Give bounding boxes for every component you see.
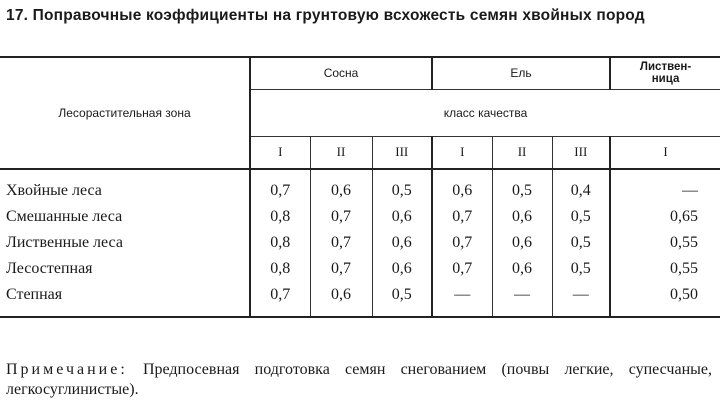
species-header-spruce: Ель <box>432 57 610 89</box>
zone-name-cell: Смешанные леса <box>6 208 123 225</box>
coefficient-cell: 0,50 <box>610 282 720 317</box>
coefficient-cell: 0,6 <box>372 204 432 230</box>
coefficient-cell: 0,55 <box>610 256 720 282</box>
species-header-pine: Сосна <box>250 57 432 89</box>
table-row <box>0 230 720 256</box>
class-number: III <box>372 136 432 169</box>
coefficients-table <box>0 56 720 318</box>
table-body <box>0 169 720 317</box>
coefficient-cell: 0,7 <box>432 204 492 230</box>
coefficient-cell: 0,6 <box>372 256 432 282</box>
zone-name-cell: Лесостепная <box>6 260 93 277</box>
coefficient-cell: 0,5 <box>372 169 432 204</box>
coefficient-cell: 0,7 <box>250 169 310 204</box>
coefficient-cell: 0,4 <box>552 169 610 204</box>
zone-column-header: Лесорастительная зона <box>0 57 250 169</box>
species-header-larch <box>610 57 720 89</box>
coefficient-cell: 0,7 <box>432 230 492 256</box>
coefficient-cell: — <box>610 169 720 204</box>
table-row <box>0 282 720 317</box>
class-number: I <box>250 136 310 169</box>
coefficient-cell: 0,7 <box>310 230 372 256</box>
coefficient-cell: 0,5 <box>552 230 610 256</box>
coefficient-cell: 0,5 <box>552 204 610 230</box>
zone-name-cell: Хвойные леса <box>6 182 102 199</box>
note-text: Предпосевная подготовка семян снегованием (почвы легкие, супесчаные, легкосуглинистые). <box>6 361 712 398</box>
class-number: III <box>552 136 610 169</box>
table-row <box>0 169 720 204</box>
coefficient-cell: 0,5 <box>552 256 610 282</box>
coefficient-cell: 0,6 <box>492 256 552 282</box>
coefficient-cell: 0,7 <box>250 282 310 317</box>
coefficient-cell: 0,5 <box>492 169 552 204</box>
larch-label: Листвен- ница <box>639 61 692 86</box>
coefficient-cell: 0,7 <box>310 204 372 230</box>
coefficient-cell: 0,8 <box>250 256 310 282</box>
note-label: Примечание: <box>6 361 128 378</box>
zone-name-cell: Степная <box>6 286 63 303</box>
table-title: 17. Поправочные коэффициенты на грунтовую всхожесть семян хвойных пород <box>6 7 645 24</box>
coefficient-cell: 0,55 <box>610 230 720 256</box>
coefficient-cell: — <box>552 282 610 317</box>
coefficient-cell: 0,7 <box>432 256 492 282</box>
table-note <box>6 360 712 400</box>
coefficient-cell: 0,6 <box>432 169 492 204</box>
coefficient-cell: 0,6 <box>372 230 432 256</box>
coefficient-cell: 0,8 <box>250 204 310 230</box>
coefficient-cell: 0,7 <box>310 256 372 282</box>
zone-name-cell: Лиственные леса <box>6 234 123 251</box>
coefficient-cell: 0,6 <box>310 282 372 317</box>
class-number: I <box>432 136 492 169</box>
table-row <box>0 204 720 230</box>
class-number: II <box>492 136 552 169</box>
coefficient-cell: 0,6 <box>492 204 552 230</box>
coefficient-cell: 0,6 <box>492 230 552 256</box>
species-header-row <box>0 57 720 89</box>
table-row <box>0 256 720 282</box>
coefficient-cell: — <box>492 282 552 317</box>
coefficient-cell: 0,8 <box>250 230 310 256</box>
coefficient-cell: 0,5 <box>372 282 432 317</box>
coefficient-cell: — <box>432 282 492 317</box>
class-number: I <box>610 136 720 169</box>
coefficient-cell: 0,6 <box>310 169 372 204</box>
coefficient-cell: 0,65 <box>610 204 720 230</box>
class-number: II <box>310 136 372 169</box>
quality-class-header: класс качества <box>250 89 720 136</box>
